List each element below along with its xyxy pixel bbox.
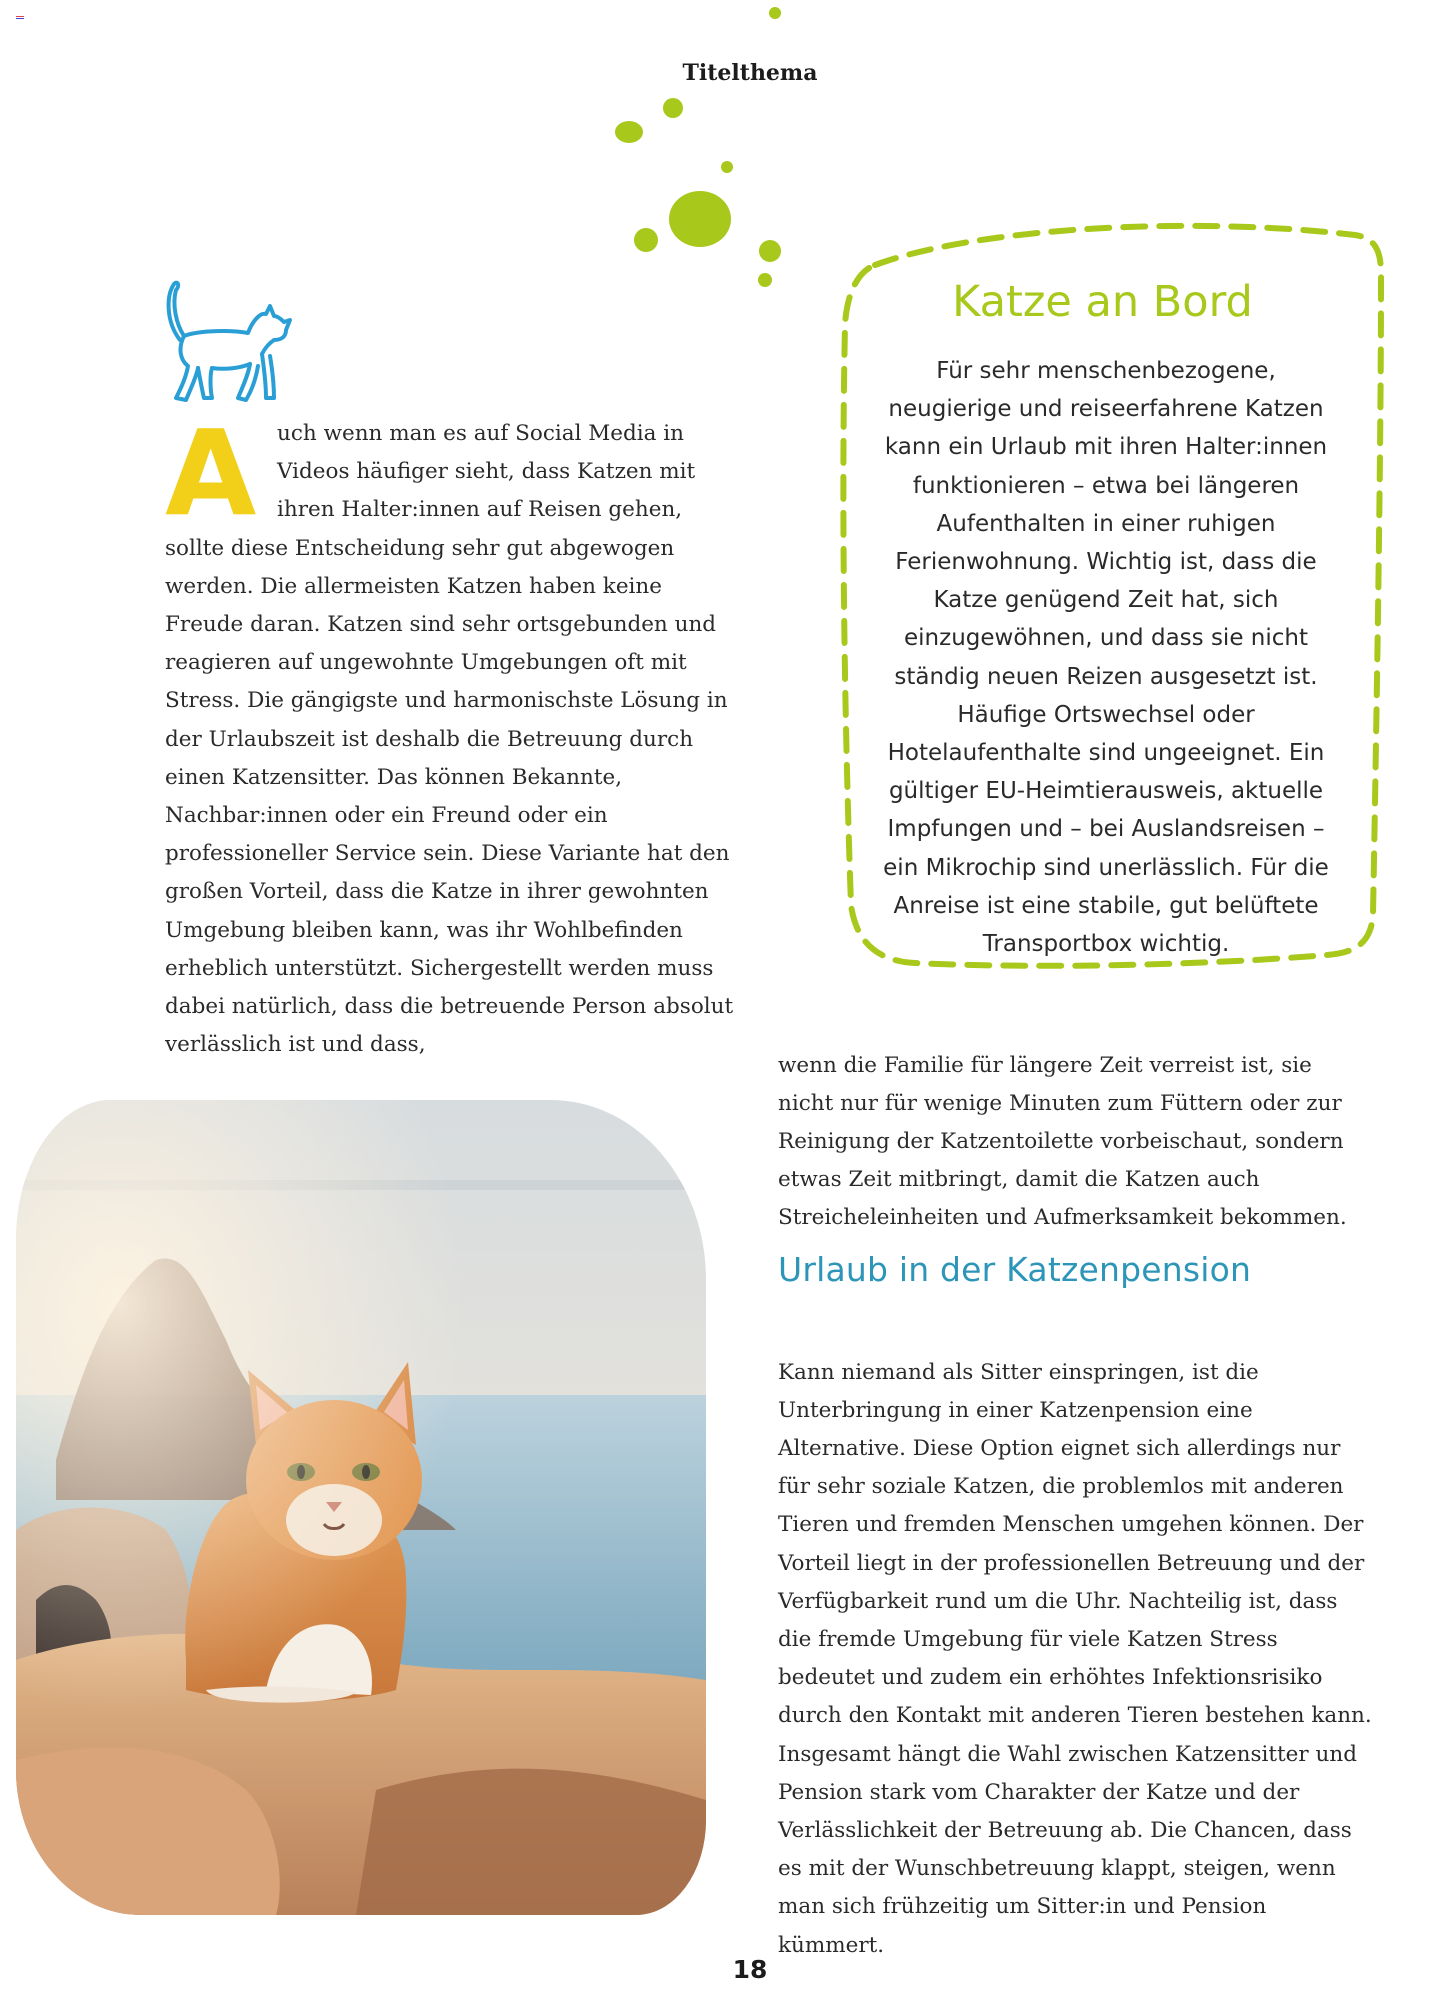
infobox (815, 215, 1390, 970)
cat-outline-icon (160, 278, 300, 408)
print-corner-mark (16, 16, 24, 21)
drop-cap: A (165, 404, 257, 542)
lead-paragraph: uch wenn man es auf Social Media in Videos häufiger sieht, dass Katzen mit ihren Halter:innen auf Reisen gehen, sollte diese Entscheidung sehr gut abgewogen werden. Die allermeisten Katzen haben keine Freude daran. Katzen sind sehr ortsgebunden und reagieren auf ungewohnte Umgebungen oft mit Stress. Die gängigste und harmonischste Lösung in der Urlaubszeit ist deshalb die Betreuung durch einen Katzensitter. Das können Bekannte, Nachbar:innen oder ein Freund oder ein professioneller Service sein. Diese Variante hat den großen Vorteil, dass die Katze in ihrer gewohnten Umgebung bleiben kann, was ihr Wohlbefinden erheblich unterstützt. Sichergestellt werden muss dabei natürlich, dass die betreuende Person absolut verlässlich ist und dass, (165, 421, 734, 1058)
infobox-title: Katze an Bord (952, 277, 1253, 327)
page-number: 18 (732, 1955, 768, 1984)
article-lead (165, 404, 743, 1064)
section-paragraph: Kann niemand als Sitter einspringen, ist die Unterbringung in einer Katzenpension eine Alternative. Diese Option eignet sich allerdings nur für sehr soziale Katzen, die problemlos mit anderen Tieren und fremden Menschen umgehen können. Der Vorteil liegt in der professionellen Betreuung und der Verfügbarkeit rund um die Uhr. Nachteilig ist, dass die fremde Umgebung für viele Katzen Stress bedeutet und zudem ein erhöhtes Infektionsrisiko durch den Kontakt mit anderen Tieren bestehen kann. Insgesamt hängt die Wahl zwischen Katzensitter und Pension stark vom Charakter der Katze und der Verlässlichkeit der Betreuung ab. Die Chancen, dass es mit der Wunschbetreuung klappt, steigen, wenn man sich frühzeitig um Sitter:in und Pension kümmert. (778, 1359, 1372, 1958)
section-heading: Urlaub in der Katzenpension (778, 1250, 1252, 1289)
cat-photo (16, 1100, 706, 1915)
article-continuation: wenn die Familie für längere Zeit verreist ist, sie nicht nur für wenige Minuten zum Füttern oder zur Reinigung der Katzentoilette vorbeischaut, sondern etwas Zeit mitbringt, damit die Katzen auch Streicheleinheiten und Aufmerksamkeit bekommen. (778, 1052, 1347, 1231)
running-head: Titelthema (682, 60, 818, 86)
infobox-text: Für sehr menschenbezogene, neugierige und reiseerfahrene Katzen kann ein Urlaub mit ihren Halter:innen funktionieren – etwa bei längeren Aufenthalten in einer ruhigen Ferienwohnung. Wichtig ist, dass die Katze genügend Zeit hat, sich einzugewöhnen, und dass sie nicht ständig neuen Reizen ausgesetzt ist. Häufige Ortswechsel oder Hotelaufenthalte sind ungeeignet. Ein gültiger EU-Heimtierausweis, aktuelle Impfungen und – bei Auslandsreisen – ein Mikrochip sind unerlässlich. Für die Anreise ist eine stabile, gut belüftete Transportbox wichtig. (883, 358, 1329, 958)
